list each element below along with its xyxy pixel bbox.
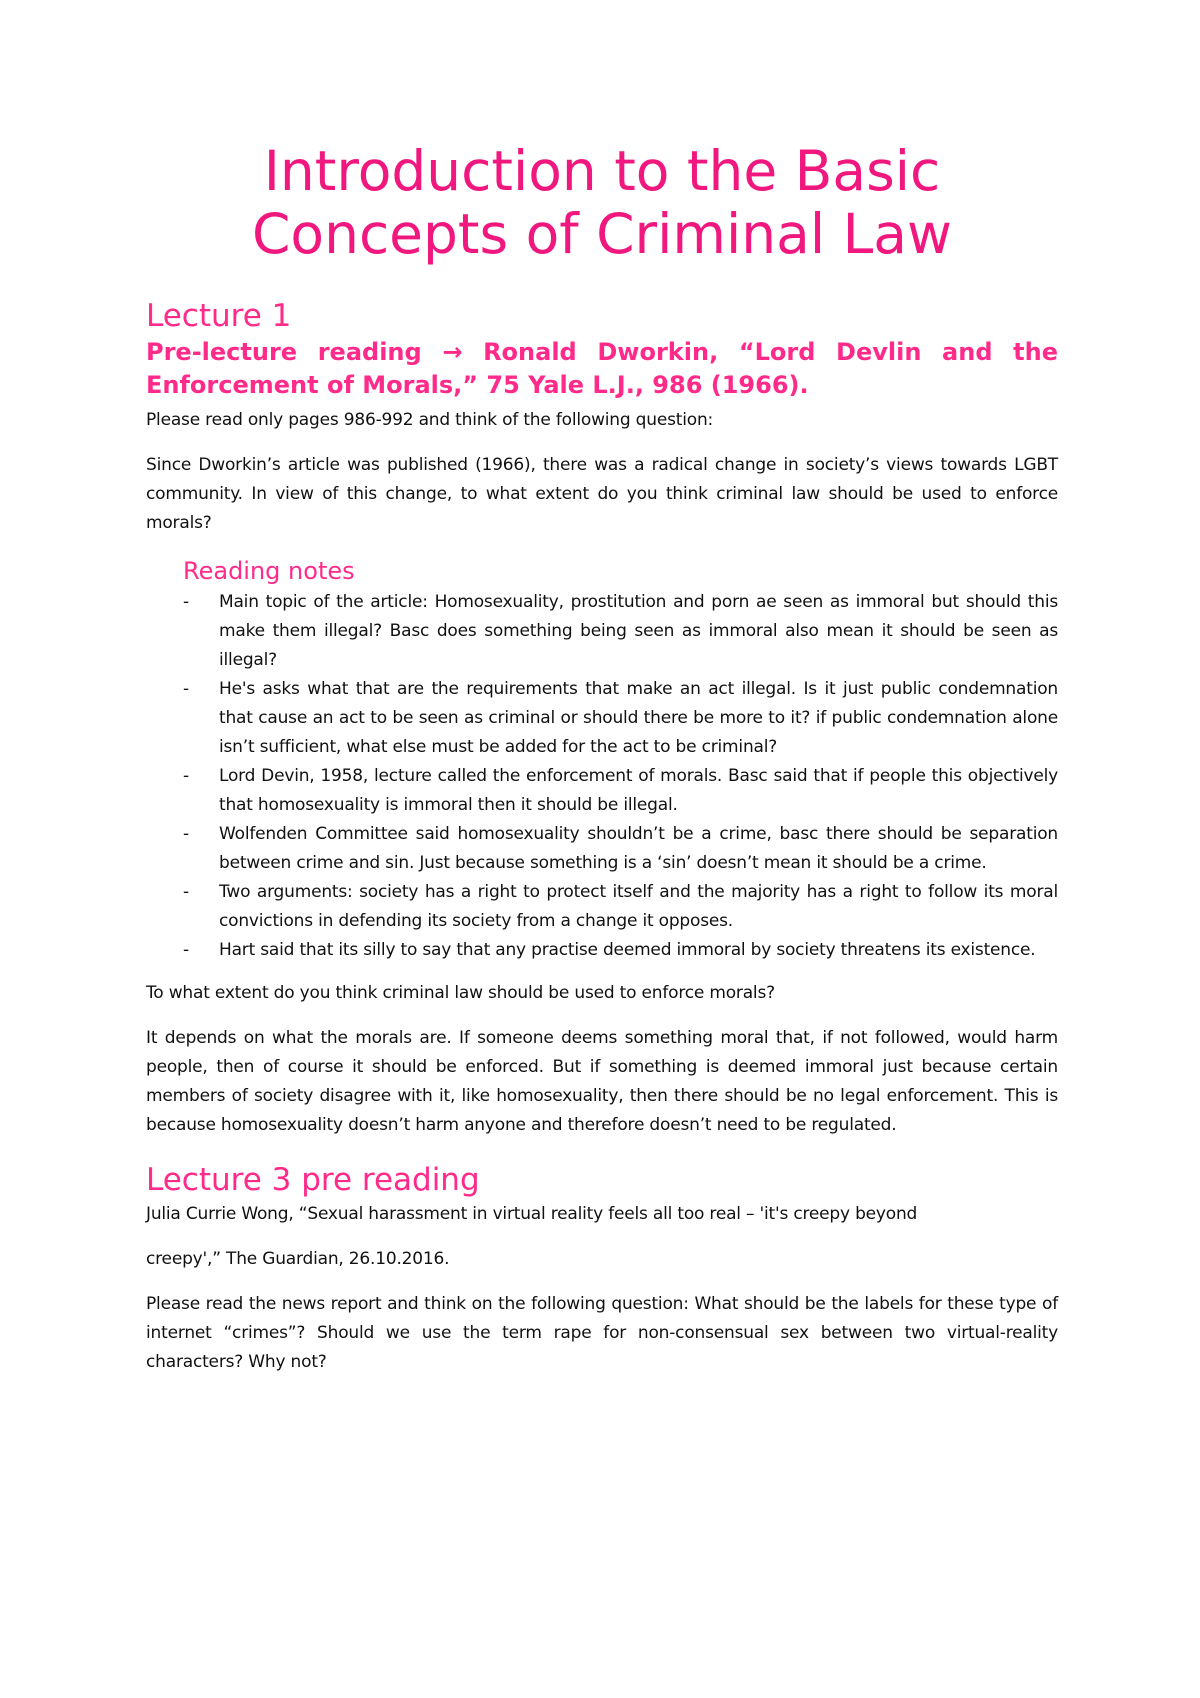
title-line: Introduction to the Basic xyxy=(263,139,941,203)
list-item: - Wolfenden Committee said homosexuality shouldn’t be a crime, basc there should be separation between crime and sin. Just because something is a ‘sin’ doesn’t mean it should be a crime. xyxy=(146,820,1058,878)
pre-lecture-reading: Pre-lecture reading → Ronald Dworkin, “Lord Devlin and the Enforcement of Morals,” 75 Yale L.J., 986 (1966). xyxy=(146,338,1058,399)
list-item: - Main topic of the article: Homosexuality, prostitution and porn ae seen as immoral but should this make them illegal? Basc does something being seen as immoral also mean it should be seen as illegal? xyxy=(146,588,1058,675)
lecture-question: Since Dworkin’s article was published (1966), there was a radical change in society’s views towards LGBT community. In view of this change, to what extent do you think criminal law should be used to enforce morals? xyxy=(146,455,1058,533)
document-title xyxy=(146,140,1058,266)
question-repeat: To what extent do you think criminal law should be used to enforce morals? xyxy=(146,983,775,1003)
answer-paragraph: It depends on what the morals are. If someone deems something moral that, if not followed, would harm people, then of course it should be enforced. But if something is deemed immoral just because certain members of society disagree with it, like homosexuality, then there should be no legal enforcement. This is because homosexuality doesn’t harm anyone and therefore doesn’t need to be regulated. xyxy=(146,1028,1058,1135)
reading-instruction: Please read only pages 986-992 and think of the following question: xyxy=(146,410,714,430)
lecture-3-question: Please read the news report and think on the following question: What should be the labels for these type of internet “crimes”? Should we use the term rape for non-consensual sex between two virtual-reality characters? Why not? xyxy=(146,1294,1058,1372)
citation-line-2: creepy',” The Guardian, 26.10.2016. xyxy=(146,1249,450,1269)
list-item: - He's asks what that are the requirements that make an act illegal. Is it just public condemnation that cause an act to be seen as criminal or should there be more to it? if public condemnation alone isn’t sufficient, what else must be added for the act to be criminal? xyxy=(146,675,1058,762)
reading-notes-heading: Reading notes xyxy=(183,557,355,585)
lecture-3-heading: Lecture 3 pre reading xyxy=(146,1162,480,1198)
list-item: - Two arguments: society has a right to protect itself and the majority has a right to follow its moral convictions in defending its society from a change it opposes. xyxy=(146,878,1058,936)
list-item: - Lord Devin, 1958, lecture called the enforcement of morals. Basc said that if people this objectively that homosexuality is immoral then it should be illegal. xyxy=(146,762,1058,820)
lecture-1-heading: Lecture 1 xyxy=(146,298,292,334)
list-item: - Hart said that its silly to say that any practise deemed immoral by society threatens its existence. xyxy=(146,936,1058,965)
reading-notes-list xyxy=(146,588,1058,965)
title-line: Concepts of Criminal Law xyxy=(252,202,952,266)
citation-line-1: Julia Currie Wong, “Sexual harassment in virtual reality feels all too real – 'it's creepy beyond xyxy=(146,1204,918,1224)
